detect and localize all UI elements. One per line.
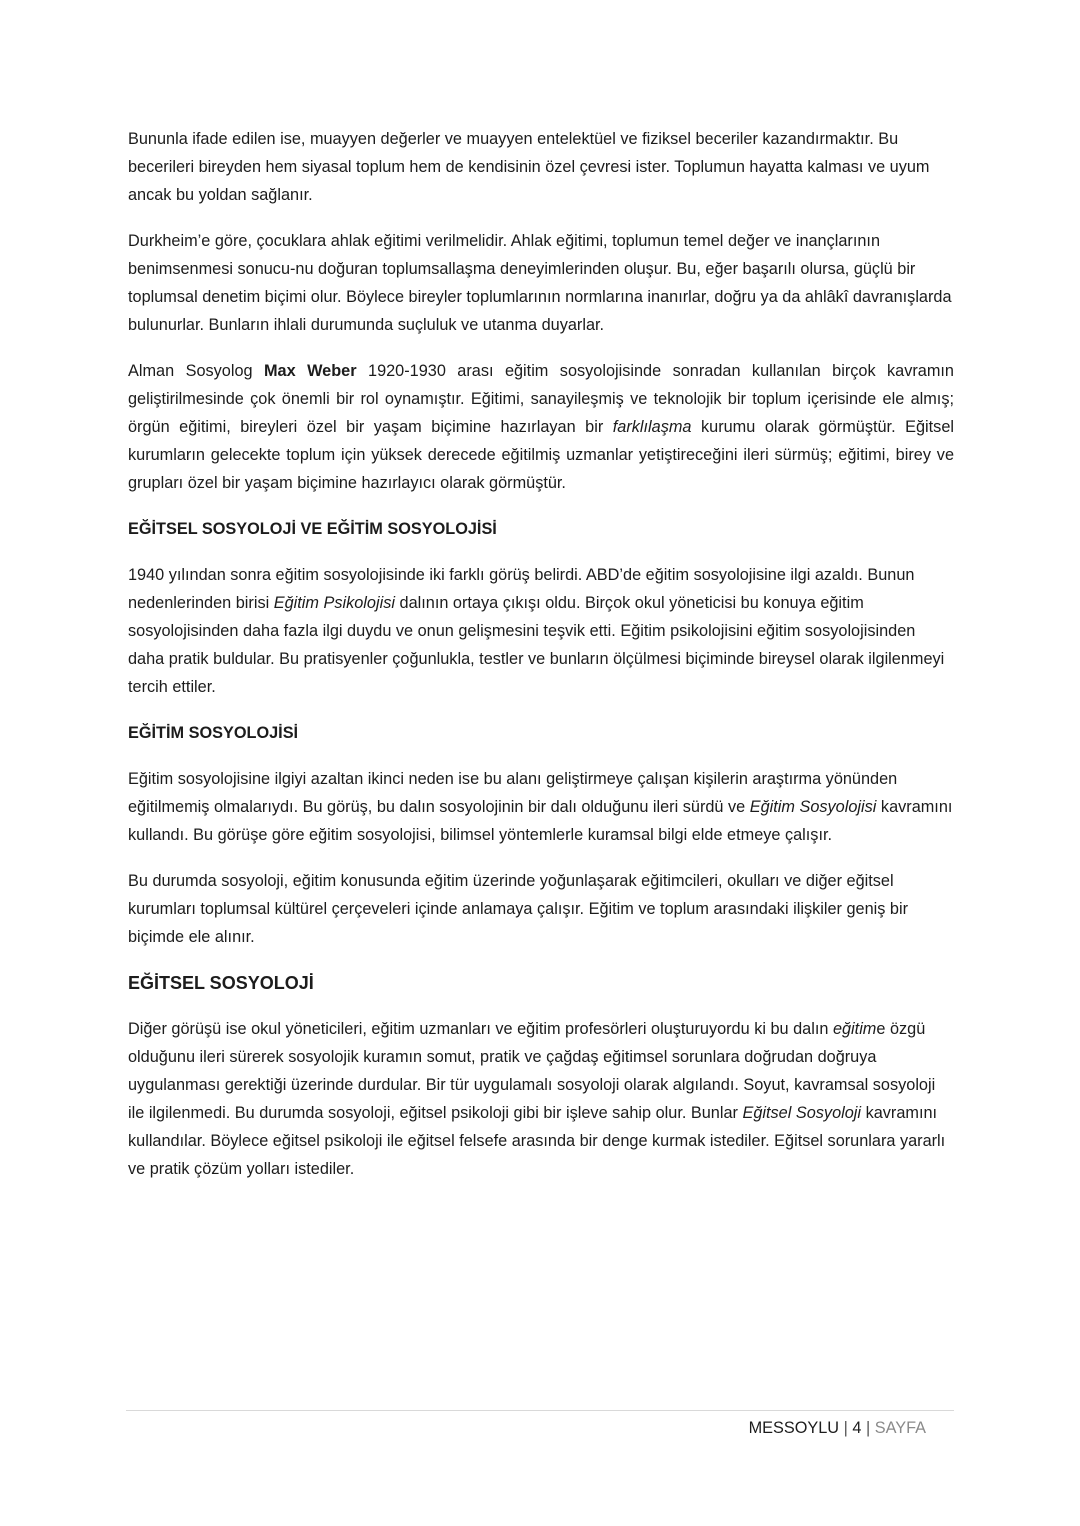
paragraph-4-italic-term: Eğitim Psikolojisi — [273, 594, 395, 612]
footer-page-number: 4 — [852, 1419, 862, 1437]
paragraph-5-text-a: Eğitim sosyolojisine ilgiyi azaltan ikinci neden ise bu alanı geliştirmeye çalışan kişilerin araştırma yönünden eğitilmemiş olmalarıydı. Bu görüş, bu dalın sosyolojinin bir dalı olduğunu ileri sürdü ve — [128, 770, 898, 816]
page-content — [128, 125, 954, 1201]
paragraph-7-text-a: Diğer görüşü ise okul yöneticileri, eğitim uzmanları ve eğitim profesörleri oluşturuyordu ki bu dalın — [128, 1020, 833, 1038]
paragraph-5-text-c: kavramını kullandı. Bu görüşe göre eğitim sosyolojisi, bilimsel yöntemlerle kuramsal bilgi elde etmeye çalışır. — [128, 798, 953, 844]
paragraph-3-text-a: Alman Sosyolog — [128, 362, 264, 380]
paragraph-7-text-c: e özgü olduğunu ileri sürerek sosyolojik kuramın somut, pratik ve çağdaş eğitimsel sorunlara doğrudan doğruya uygulanması gerektiği üzerinde durdular. Bir tür uygulamalı sosyoloji olarak algılandı. Soyut, kavramsal sosyoloji ile ilgilenmedi. Bu durumda sosyoloji, eğitsel psikoloji gibi bir işleve sahip olur. Bunlar — [128, 1020, 936, 1122]
paragraph-4-text-a: 1940 yılından sonra eğitim sosyolojisinde iki farklı görüş belirdi. ABD’de eğitim sosyolojisine ilgi azaldı. Bunun nedenlerinden birisi — [128, 566, 915, 612]
paragraph-3 — [128, 357, 954, 497]
paragraph-3-text-c: 1920-1930 arası eğitim sosyolojisinde sonradan kullanılan birçok kavramın geliştirilmesinde çok önemli bir rol oynamıştır. Eğitimi, sanayileşmiş ve teknolojik bir toplum içerisinde ele almış; örgün eğitimi, bireyleri özel bir yaşam biçimine hazırlayan bir — [128, 362, 954, 436]
paragraph-7 — [128, 1015, 954, 1183]
paragraph-2: Durkheim’e göre, çocuklara ahlak eğitimi verilmelidir. Ahlak eğitimi, toplumun temel değer ve inançlarının benimsenmesi sonucu-nu doğuran toplumsallaşma deneyimlerinden oluşur. Bu, eğer başarılı olursa, güçlü bir toplumsal denetim biçimi olur. Böylece bireyler toplumlarının normlarına inanırlar, doğru ya da ahlâkî davranışlarda bulunurlar. Bunların ihlali durumunda suçluluk ve utanma duyarlar. — [128, 232, 952, 334]
paragraph-5-italic-term: Eğitim Sosyolojisi — [749, 798, 877, 816]
footer-author: MESSOYLU — [748, 1419, 840, 1437]
paragraph-7-italic-term: eğitim — [832, 1020, 877, 1038]
paragraph-4 — [128, 561, 954, 701]
paragraph-3-italic-term: farklılaşma — [612, 418, 692, 436]
heading-egitim-sosyolojisi: EĞİTİM SOSYOLOJİSİ — [128, 724, 299, 742]
footer-divider — [126, 1410, 954, 1411]
paragraph-7-text-e: kavramını kullandılar. Böylece eğitsel psikoloji ile eğitsel felsefe arasında bir denge kurmak istediler. Eğitsel sorunlara yararlı ve pratik çözüm yolları istediler. — [128, 1104, 946, 1178]
footer-page-label: SAYFA — [874, 1419, 926, 1437]
paragraph-3-text-e: kurumu olarak görmüştür. Eğitsel kurumların gelecekte toplum için yüksek derecede eğitilmiş uzmanlar yetiştireceğini ileri sürmüş; eğitimi, birey ve grupları özel bir yaşam biçimine hazırlayıcı olarak görmüştür. — [128, 418, 954, 492]
page-footer — [749, 1414, 926, 1442]
heading-egitsel-ve-egitim-sosyolojisi: EĞİTSEL SOSYOLOJİ VE EĞİTİM SOSYOLOJİSİ — [128, 520, 497, 538]
paragraph-1: Bununla ifade edilen ise, muayyen değerler ve muayyen entelektüel ve fiziksel beceriler kazandırmaktır. Bu becerileri bireyden hem siyasal toplum hem de kendisinin özel çevresi ister. Toplumun hayatta kalması ve uyum ancak bu yoldan sağlanır. — [128, 130, 930, 204]
heading-egitsel-sosyoloji: EĞİTSEL SOSYOLOJİ — [128, 973, 314, 993]
footer-separator: | — [843, 1419, 848, 1437]
footer-separator-2: | — [865, 1419, 871, 1437]
paragraph-4-text-c: dalının ortaya çıkışı oldu. Birçok okul yöneticisi bu konuya eğitim sosyolojisinden daha fazla ilgi duydu ve onun gelişmesini teşvik etti. Eğitim psikolojisini eğitim sosyolojisinden daha pratik buldular. Bu pratisyenler çoğunlukla, testler ve bunların ölçülmesi biçiminde bireysel olarak ilgilenmeyi tercih ettiler. — [128, 594, 945, 696]
paragraph-7-italic-term-2: Eğitsel Sosyoloji — [742, 1104, 862, 1122]
paragraph-3-bold-name: Max Weber — [264, 362, 357, 380]
paragraph-5 — [128, 765, 954, 849]
paragraph-6: Bu durumda sosyoloji, eğitim konusunda eğitim üzerinde yoğunlaşarak eğitimcileri, okulları ve diğer eğitsel kurumları toplumsal kültürel çerçeveleri içinde anlamaya çalışır. Eğitim ve toplum arasındaki ilişkiler geniş bir biçimde ele alınır. — [128, 872, 908, 946]
